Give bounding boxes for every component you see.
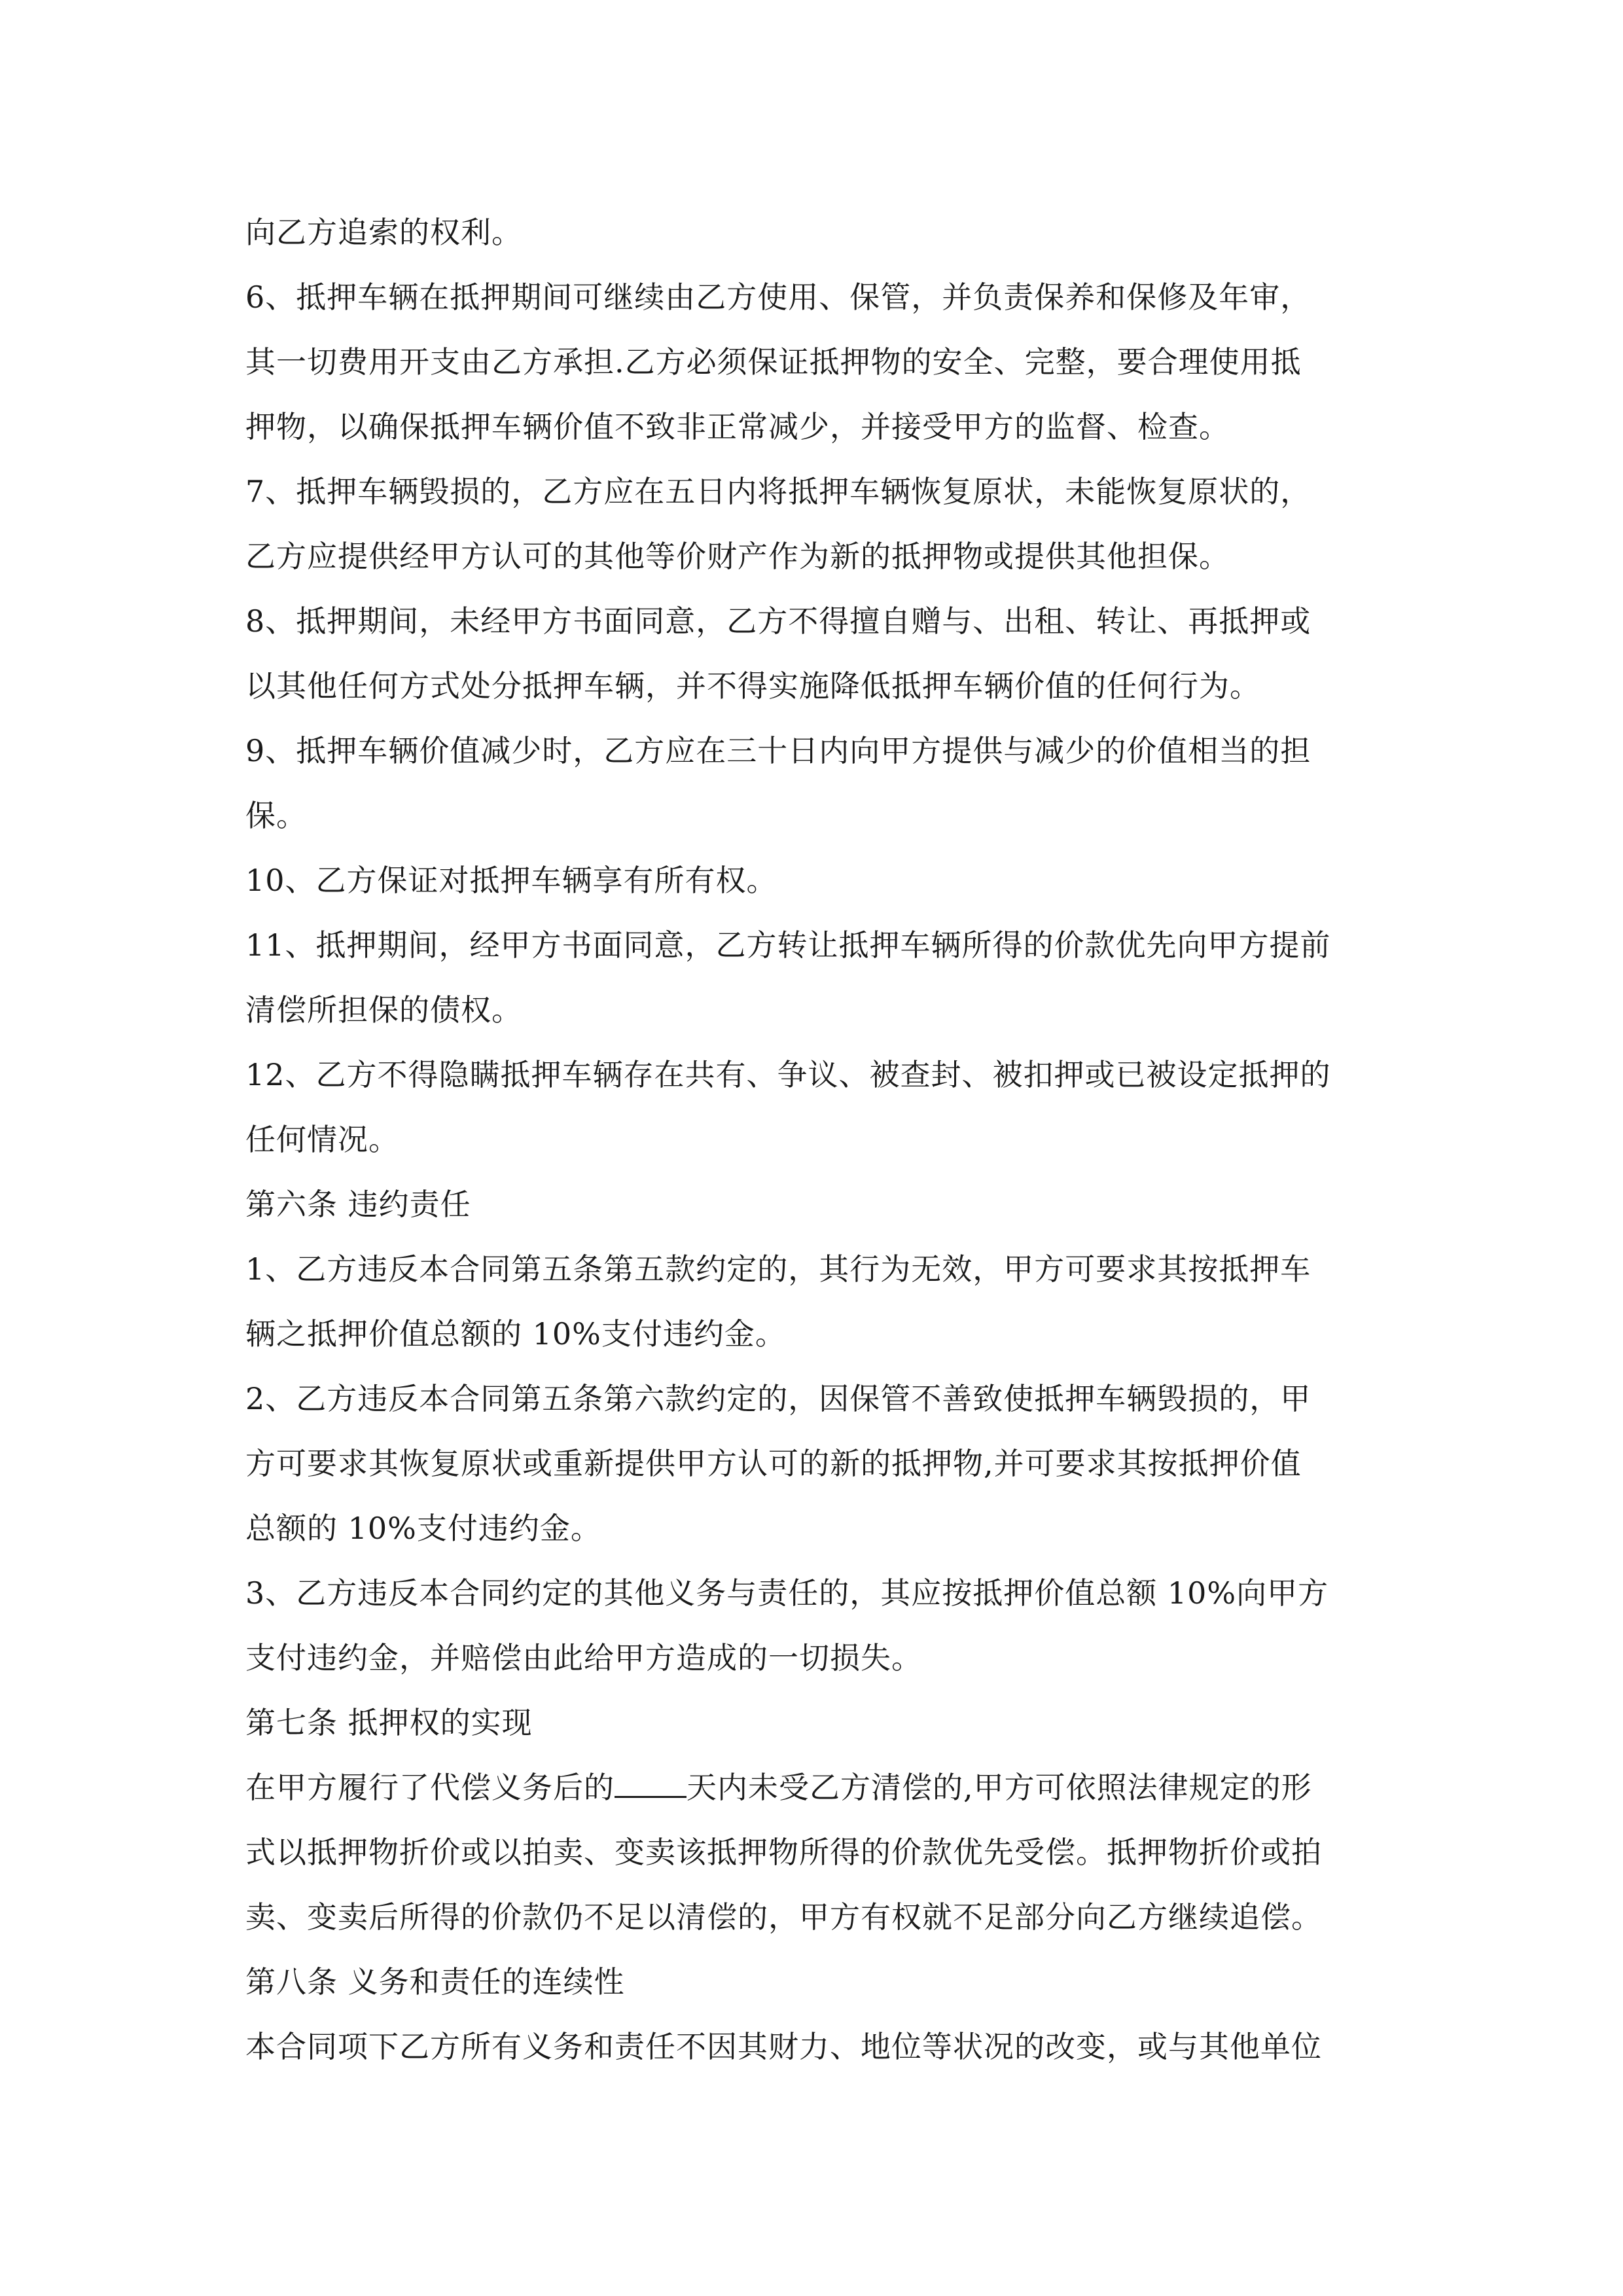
article-7-heading: 第七条 抵押权的实现 <box>245 1705 533 1740</box>
article-6-item-1-line-1: 1、乙方违反本合同第五条第五款约定的，其行为无效，甲方可要求其按抵押车 <box>245 1251 1311 1287</box>
article-7-line-3: 卖、变卖后所得的价款仍不足以清偿的，甲方有权就不足部分向乙方继续追偿。 <box>245 1899 1322 1935</box>
clause-6-line-3: 押物，以确保抵押车辆价值不致非正常减少，并接受甲方的监督、检查。 <box>245 409 1230 444</box>
article-6-item-2-line-3: 总额的 10%支付违约金。 <box>245 1511 601 1546</box>
clause-8-line-1: 8、抵押期间，未经甲方书面同意，乙方不得擅自赠与、出租、转让、再抵押或 <box>245 603 1311 639</box>
clause-12-line-1: 12、乙方不得隐瞒抵押车辆存在共有、争议、被查封、被扣押或已被设定抵押的 <box>245 1057 1331 1092</box>
clause-8-line-2: 以其他任何方式处分抵押车辆，并不得实施降低抵押车辆价值的任何行为。 <box>245 668 1260 704</box>
clause-7-line-1: 7、抵押车辆毁损的，乙方应在五日内将抵押车辆恢复原状，未能恢复原状的， <box>245 474 1311 509</box>
clause-11-line-2: 清偿所担保的债权。 <box>245 992 522 1028</box>
article-6-item-1-line-2: 辆之抵押价值总额的 10%支付违约金。 <box>245 1316 786 1352</box>
article-7-text-before-blank: 在甲方履行了代偿义务后的 <box>245 1770 615 1805</box>
clause-10-line-1: 10、乙方保证对抵押车辆享有所有权。 <box>245 863 777 898</box>
article-6-heading: 第六条 违约责任 <box>245 1187 471 1222</box>
clause-7-line-2: 乙方应提供经甲方认可的其他等价财产作为新的抵押物或提供其他担保。 <box>245 539 1230 574</box>
text-line: 向乙方追索的权利。 <box>245 215 522 250</box>
article-7-line-1 <box>245 1755 1384 1820</box>
fill-in-blank <box>615 1770 687 1798</box>
clause-12-line-2: 任何情况。 <box>245 1122 399 1157</box>
article-6-item-3-line-1: 3、乙方违反本合同约定的其他义务与责任的，其应按抵押价值总额 10%向甲方 <box>245 1575 1329 1611</box>
article-6-item-2-line-2: 方可要求其恢复原状或重新提供甲方认可的新的抵押物,并可要求其按抵押价值 <box>245 1446 1302 1481</box>
article-6-item-2-line-1: 2、乙方违反本合同第五条第六款约定的，因保管不善致使抵押车辆毁损的，甲 <box>245 1381 1311 1416</box>
document-body <box>245 200 1384 2079</box>
article-7-text-after-blank: 天内未受乙方清偿的,甲方可依照法律规定的形 <box>687 1770 1312 1805</box>
clause-6-line-1: 6、抵押车辆在抵押期间可继续由乙方使用、保管，并负责保养和保修及年审， <box>245 279 1311 315</box>
article-8-heading: 第八条 义务和责任的连续性 <box>245 1964 625 2000</box>
article-8-line-1: 本合同项下乙方所有义务和责任不因其财力、地位等状况的改变，或与其他单位 <box>245 2029 1322 2064</box>
article-6-item-3-line-2: 支付违约金，并赔偿由此给甲方造成的一切损失。 <box>245 1640 922 1676</box>
article-7-line-2: 式以抵押物折价或以拍卖、变卖该抵押物所得的价款优先受偿。抵押物折价或拍 <box>245 1835 1322 1870</box>
clause-9-line-1: 9、抵押车辆价值减少时，乙方应在三十日内向甲方提供与减少的价值相当的担 <box>245 733 1311 768</box>
clause-11-line-1: 11、抵押期间，经甲方书面同意，乙方转让抵押车辆所得的价款优先向甲方提前 <box>245 927 1331 963</box>
clause-6-line-2: 其一切费用开支由乙方承担.乙方必须保证抵押物的安全、完整，要合理使用抵 <box>245 344 1302 380</box>
clause-9-line-2: 保。 <box>245 798 307 833</box>
